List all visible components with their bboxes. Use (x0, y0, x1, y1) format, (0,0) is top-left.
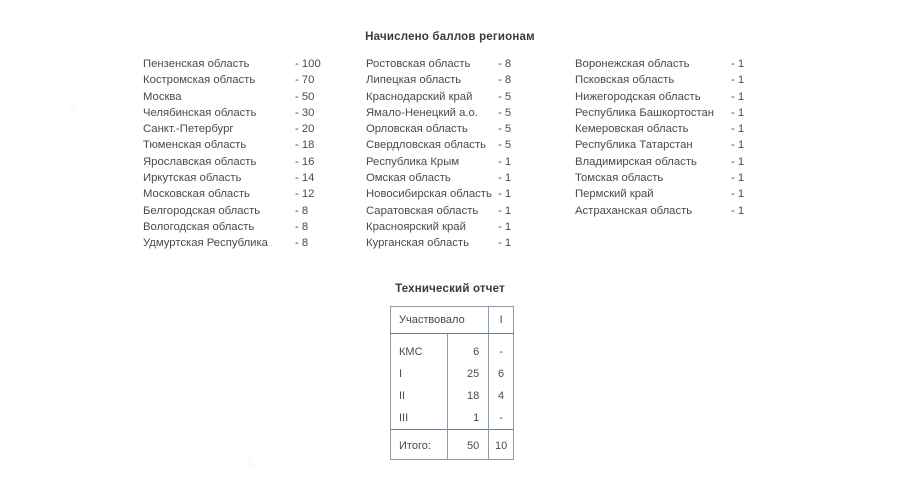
score-region-name: Владимирская область (575, 155, 697, 168)
score-row (575, 123, 759, 139)
score-region-name: Нижегородская область (575, 90, 701, 103)
score-region-name: Псковская область (575, 74, 675, 87)
table-total-row (391, 430, 514, 460)
score-region-value: - 1 (731, 90, 745, 103)
technical-report-title: Технический отчет (395, 283, 505, 295)
score-region-value: - 1 (731, 188, 745, 201)
score-row (143, 58, 329, 74)
score-row (575, 188, 759, 204)
score-region-value: - 8 (295, 204, 309, 217)
score-region-value: - 14 (295, 172, 315, 185)
score-region-name: Республика Татарстан (575, 139, 693, 152)
score-region-name: Орловская область (366, 123, 468, 136)
score-region-name: Астраханская область (575, 204, 693, 217)
score-region-value: - 70 (295, 74, 315, 87)
row-label: II (391, 385, 448, 407)
score-row (575, 205, 759, 221)
score-region-name: Саратовская область (366, 204, 479, 217)
score-region-value: - 5 (498, 106, 512, 119)
row-second: - (489, 334, 514, 364)
score-row (366, 172, 526, 188)
row-second: 6 (489, 363, 514, 385)
table-header-row (391, 307, 514, 334)
score-region-value: - 5 (498, 90, 512, 103)
score-region-value: - 16 (295, 155, 315, 168)
score-row (575, 58, 759, 74)
score-region-name: Свердловская область (366, 139, 487, 152)
score-region-name: Иркутская область (143, 172, 242, 185)
score-region-value: - 1 (498, 188, 512, 201)
score-region-name: Новосибирская область (366, 188, 492, 201)
row-second: 4 (489, 385, 514, 407)
row-label: КМС (391, 334, 448, 364)
score-region-name: Пензенская область (143, 58, 250, 70)
score-row (366, 91, 526, 107)
score-region-value: - 8 (498, 74, 512, 87)
score-row (575, 172, 759, 188)
row-label: I (391, 363, 448, 385)
row-second: - (489, 407, 514, 430)
score-region-name: Удмуртская Республика (143, 237, 268, 250)
score-row (366, 188, 526, 204)
score-row (143, 188, 329, 204)
score-row (143, 221, 329, 237)
score-region-name: Москва (143, 90, 182, 103)
score-row (575, 107, 759, 123)
row-count: 18 (448, 385, 489, 407)
score-region-value: - 1 (498, 172, 512, 185)
score-region-name: Санкт.-Петербург (143, 123, 234, 136)
score-row (366, 139, 526, 155)
score-row (366, 74, 526, 90)
score-row (143, 172, 329, 188)
score-region-value: - 100 (295, 58, 321, 70)
score-region-name: Челябинская область (143, 106, 257, 119)
total-label: Итого: (391, 430, 448, 460)
total-second: 10 (489, 430, 514, 460)
score-region-name: Московская область (143, 188, 250, 201)
score-region-value: - 8 (295, 237, 309, 250)
table-row (391, 407, 514, 430)
table-row (391, 334, 514, 364)
score-region-value: - 8 (498, 58, 512, 70)
score-row (366, 205, 526, 221)
row-count: 6 (448, 334, 489, 364)
score-row (575, 91, 759, 107)
score-region-value: - 1 (731, 139, 745, 152)
score-region-value: - 50 (295, 90, 315, 103)
table-row (391, 385, 514, 407)
score-region-value: - 1 (731, 123, 745, 136)
score-region-value: - 1 (731, 106, 745, 119)
score-region-name: Ростовская область (366, 58, 471, 70)
score-region-value: - 1 (498, 155, 512, 168)
score-region-value: - 1 (498, 204, 512, 217)
score-row (575, 139, 759, 155)
score-row (575, 74, 759, 90)
scores-columns (0, 58, 900, 258)
score-region-name: Вологодская область (143, 220, 255, 233)
score-region-name: Курганская область (366, 237, 469, 250)
score-region-value: - 20 (295, 123, 315, 136)
score-region-name: Костромская область (143, 74, 256, 87)
score-region-value: - 8 (295, 220, 309, 233)
score-row (143, 107, 329, 123)
technical-report-table (390, 306, 514, 460)
score-region-name: Воронежская область (575, 58, 690, 70)
score-region-name: Тюменская область (143, 139, 247, 152)
score-row (143, 156, 329, 172)
column-header-second: I (489, 307, 514, 334)
score-row (366, 123, 526, 139)
score-row (143, 74, 329, 90)
total-count: 50 (448, 430, 489, 460)
score-region-value: - 1 (731, 204, 745, 217)
score-region-name: Кемеровская область (575, 123, 689, 136)
score-row (143, 123, 329, 139)
table-row (391, 363, 514, 385)
score-region-value: - 18 (295, 139, 315, 152)
score-region-name: Ярославская область (143, 155, 257, 168)
row-count: 1 (448, 407, 489, 430)
row-count: 25 (448, 363, 489, 385)
score-region-value: - 30 (295, 106, 315, 119)
scan-artifact-top-left (70, 106, 75, 113)
score-region-name: Красноярский край (366, 220, 466, 233)
column-header-participated: Участвовало (391, 307, 489, 334)
scores-title: Начислено баллов регионам (365, 31, 535, 43)
score-row (366, 107, 526, 123)
score-region-value: - 5 (498, 123, 512, 136)
score-row (366, 221, 526, 237)
score-region-value: - 1 (731, 155, 745, 168)
score-region-value: - 12 (295, 188, 315, 201)
score-region-value: - 1 (498, 220, 512, 233)
score-row (143, 237, 329, 253)
scores-column-3 (575, 58, 759, 221)
score-region-value: - 1 (731, 58, 745, 70)
score-region-name: Республика Крым (366, 155, 460, 168)
score-row (143, 205, 329, 221)
score-region-name: Омская область (366, 172, 451, 185)
score-row (366, 58, 526, 74)
scan-artifact-bottom (247, 458, 253, 467)
score-region-name: Пермский край (575, 188, 654, 201)
score-region-name: Ямало-Ненецкий а.о. (366, 106, 478, 119)
score-region-name: Липецкая область (366, 74, 462, 87)
score-region-name: Томская область (575, 172, 664, 185)
score-region-name: Белгородская область (143, 204, 261, 217)
score-row (366, 156, 526, 172)
score-region-value: - 1 (731, 74, 745, 87)
score-row (143, 91, 329, 107)
row-label: III (391, 407, 448, 430)
score-region-name: Республика Башкортостан (575, 106, 715, 119)
score-region-name: Краснодарский край (366, 90, 473, 103)
scores-column-2 (366, 58, 526, 254)
score-region-value: - 5 (498, 139, 512, 152)
scores-column-1 (143, 58, 329, 254)
score-region-value: - 1 (731, 172, 745, 185)
score-row (366, 237, 526, 253)
score-row (143, 139, 329, 155)
score-region-value: - 1 (498, 237, 512, 250)
score-row (575, 156, 759, 172)
